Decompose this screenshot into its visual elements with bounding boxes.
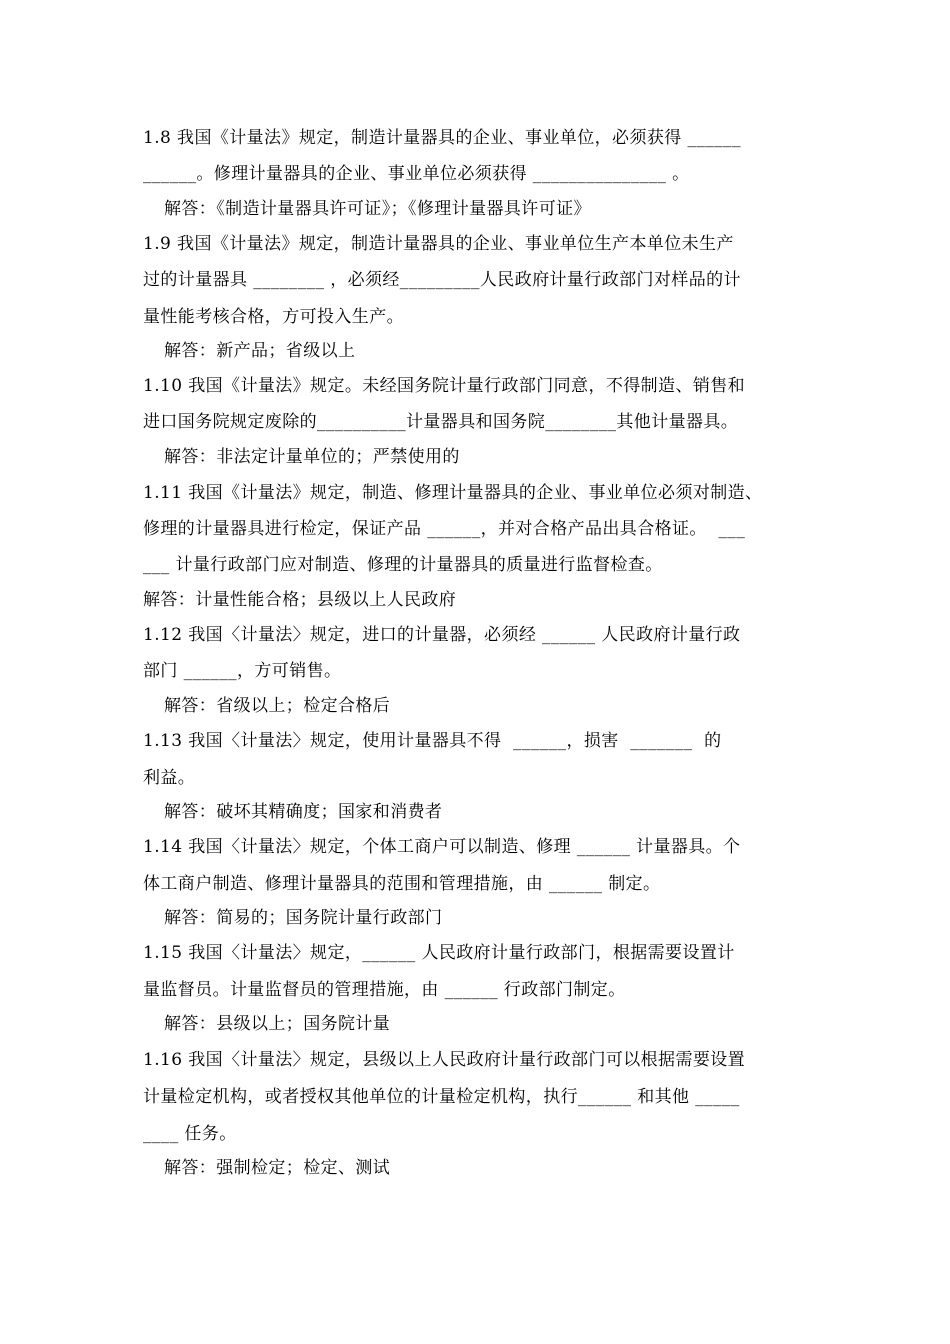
q1-10-line-2: 进口国务院规定废除的__________计量器具和国务院________其他计量器具。: [143, 412, 739, 432]
q1-16-line-1: 1.16 我国〈计量法〉规定，县级以上人民政府计量行政部门可以根据需要设置: [143, 1050, 746, 1070]
q1-9-line-1: 1.9 我国《计量法》规定，制造计量器具的企业、事业单位生产本单位未生产: [143, 234, 734, 254]
q1-10-line-1: 1.10 我国《计量法》规定。未经国务院计量行政部门同意，不得制造、销售和: [143, 376, 746, 396]
q1-11-line-2: 修理的计量器具进行检定，保证产品 ______，并对合格产品出具合格证。 ___: [143, 519, 746, 539]
q1-11-line-1: 1.11 我国《计量法》规定，制造、修理计量器具的企业、事业单位必须对制造、: [143, 483, 763, 503]
answer-1-13: 解答：破坏其精确度；国家和消费者: [164, 802, 443, 822]
q1-16-line-3: ____ 任务。: [143, 1124, 237, 1144]
q1-9-line-2: 过的计量器具 ________ ，必须经_________人民政府计量行政部门对样品的计: [143, 270, 741, 290]
answer-1-9: 解答：新产品；省级以上: [164, 341, 356, 361]
answer-1-16: 解答：强制检定；检定、测试: [164, 1158, 391, 1178]
q1-8-line-1: 1.8 我国《计量法》规定，制造计量器具的企业、事业单位，必须获得 ______: [143, 128, 741, 148]
answer-1-15: 解答：县级以上；国务院计量: [164, 1014, 391, 1034]
answer-1-10: 解答：非法定计量单位的；严禁使用的: [164, 447, 460, 467]
q1-14-line-2: 体工商户制造、修理计量器具的范围和管理措施，由 ______ 制定。: [143, 874, 661, 894]
q1-16-line-2: 计量检定机构，或者授权其他单位的计量检定机构，执行______ 和其他 _____: [143, 1087, 740, 1107]
q1-12-line-1: 1.12 我国〈计量法〉规定，进口的计量器，必须经 ______ 人民政府计量行政: [143, 625, 741, 645]
q1-12-line-2: 部门 ______，方可销售。: [143, 661, 342, 681]
q1-13-line-2: 利益。: [143, 768, 196, 788]
q1-13-line-1: 1.13 我国〈计量法〉规定，使用计量器具不得 ______，损害 _______ 的: [143, 731, 722, 751]
answer-1-14: 解答：简易的；国务院计量行政部门: [164, 908, 443, 928]
answer-1-8: 解答：《制造计量器具许可证》；《修理计量器具许可证》: [164, 199, 591, 219]
q1-11-line-3: ___ 计量行政部门应对制造、修理的计量器具的质量进行监督检查。: [143, 555, 663, 575]
q1-15-line-2: 量监督员。计量监督员的管理措施，由 ______ 行政部门制定。: [143, 980, 626, 1000]
answer-1-12: 解答：省级以上；检定合格后: [164, 696, 391, 716]
answer-1-11: 解答：计量性能合格；县级以上人民政府: [143, 590, 457, 610]
q1-14-line-1: 1.14 我国〈计量法〉规定，个体工商户可以制造、修理 ______ 计量器具。个: [143, 837, 741, 857]
q1-9-line-3: 量性能考核合格，方可投入生产。: [143, 307, 404, 327]
q1-15-line-1: 1.15 我国〈计量法〉规定，______ 人民政府计量行政部门，根据需要设置计: [143, 943, 735, 963]
q1-8-line-2: ______。修理计量器具的企业、事业单位必须获得 _______________ 。: [143, 164, 690, 184]
